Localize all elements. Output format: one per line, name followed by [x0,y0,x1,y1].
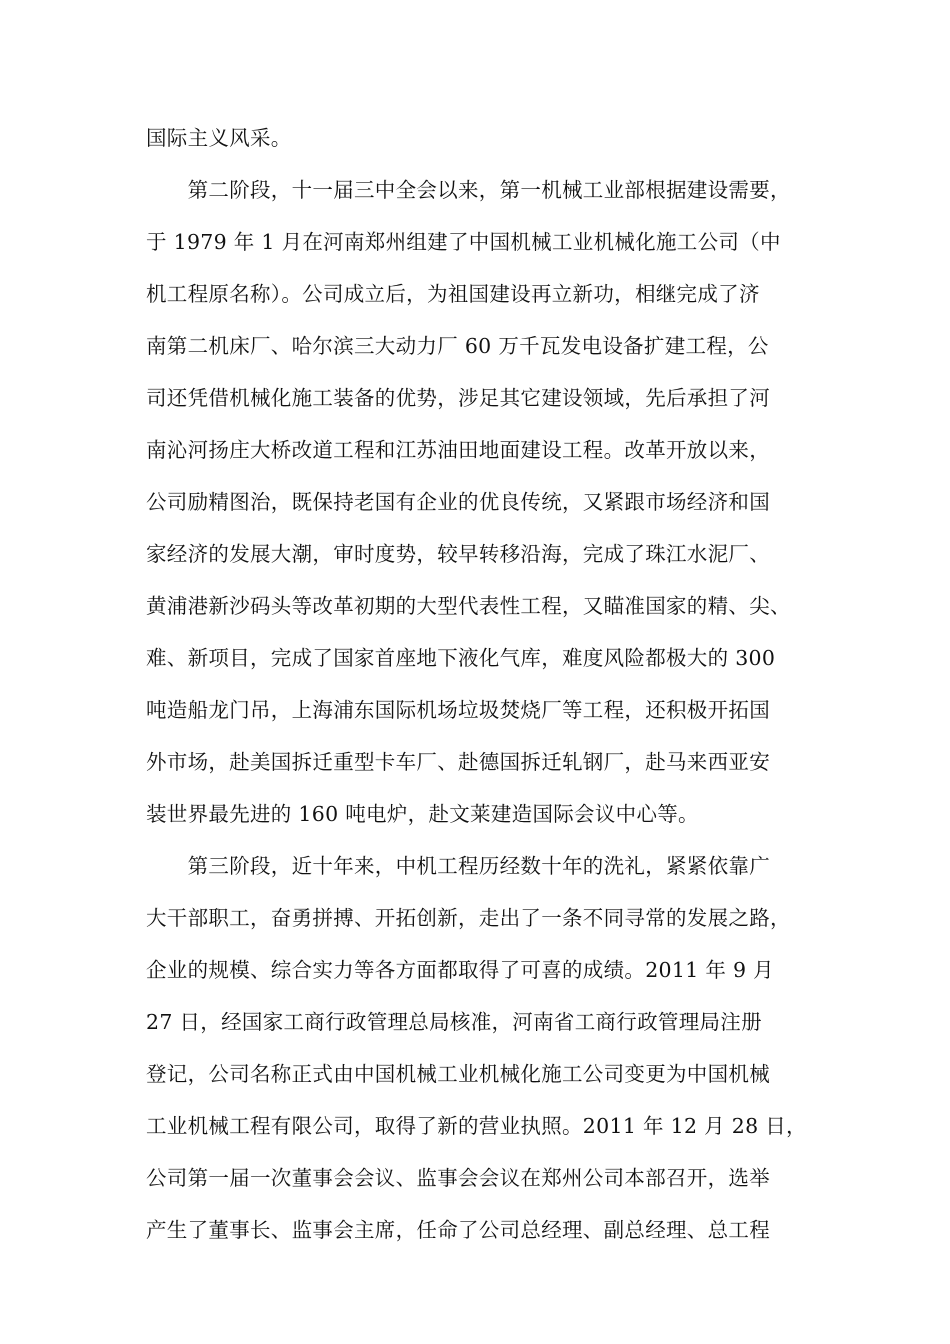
text-line: 大干部职工，奋勇拼搏、开拓创新，走出了一条不同寻常的发展之路， [146,906,791,930]
text-line: 公司第一届一次董事会会议、监事会会议在郑州公司本部召开，选举 [146,1166,770,1190]
text-line: 机工程原名称）。公司成立后，为祖国建设再立新功，相继完成了济 [146,282,760,306]
text-line: 于 1979 年 1 月在河南郑州组建了中国机械工业机械化施工公司（中 [146,230,781,254]
text-line: 登记，公司名称正式由中国机械工业机械化施工公司变更为中国机械 [146,1062,770,1086]
paragraph [146,840,816,1256]
text-line: 公司励精图治，既保持老国有企业的优良传统，又紧跟市场经济和国 [146,490,770,514]
text-line: 司还凭借机械化施工装备的优势，涉足其它建设领域，先后承担了河 [146,386,770,410]
text-line: 装世界最先进的 160 吨电炉，赴文莱建造国际会议中心等。 [146,802,699,826]
text-line: 工业机械工程有限公司，取得了新的营业执照。2011 年 12 月 28 日， [146,1114,807,1138]
text-line: 国际主义风采。 [146,126,292,150]
text-line: 第三阶段，近十年来，中机工程历经数十年的洗礼，紧紧依靠广 [146,854,770,878]
text-line: 南沁河扬庄大桥改道工程和江苏油田地面建设工程。改革开放以来， [146,438,770,462]
paragraph [146,112,816,164]
text-line: 吨造船龙门吊，上海浦东国际机场垃圾焚烧厂等工程，还积极开拓国 [146,698,770,722]
text-line: 企业的规模、综合实力等各方面都取得了可喜的成绩。2011 年 9 月 [146,958,774,982]
text-line: 外市场，赴美国拆迁重型卡车厂、赴德国拆迁轧钢厂，赴马来西亚安 [146,750,770,774]
text-line: 南第二机床厂、哈尔滨三大动力厂 60 万千瓦发电设备扩建工程，公 [146,334,769,358]
text-line: 产生了董事长、监事会主席，任命了公司总经理、副总经理、总工程 [146,1218,770,1242]
text-line: 第二阶段，十一届三中全会以来，第一机械工业部根据建设需要， [146,178,791,202]
text-line: 黄浦港新沙码头等改革初期的大型代表性工程，又瞄准国家的精、尖、 [146,594,791,618]
text-line: 难、新项目，完成了国家首座地下液化气库，难度风险都极大的 300 [146,646,776,670]
body-text [146,112,816,1256]
text-line: 家经济的发展大潮，审时度势，较早转移沿海，完成了珠江水泥厂、 [146,542,770,566]
text-line: 27 日，经国家工商行政管理总局核准，河南省工商行政管理局注册 [146,1010,762,1034]
paragraph [146,164,816,840]
